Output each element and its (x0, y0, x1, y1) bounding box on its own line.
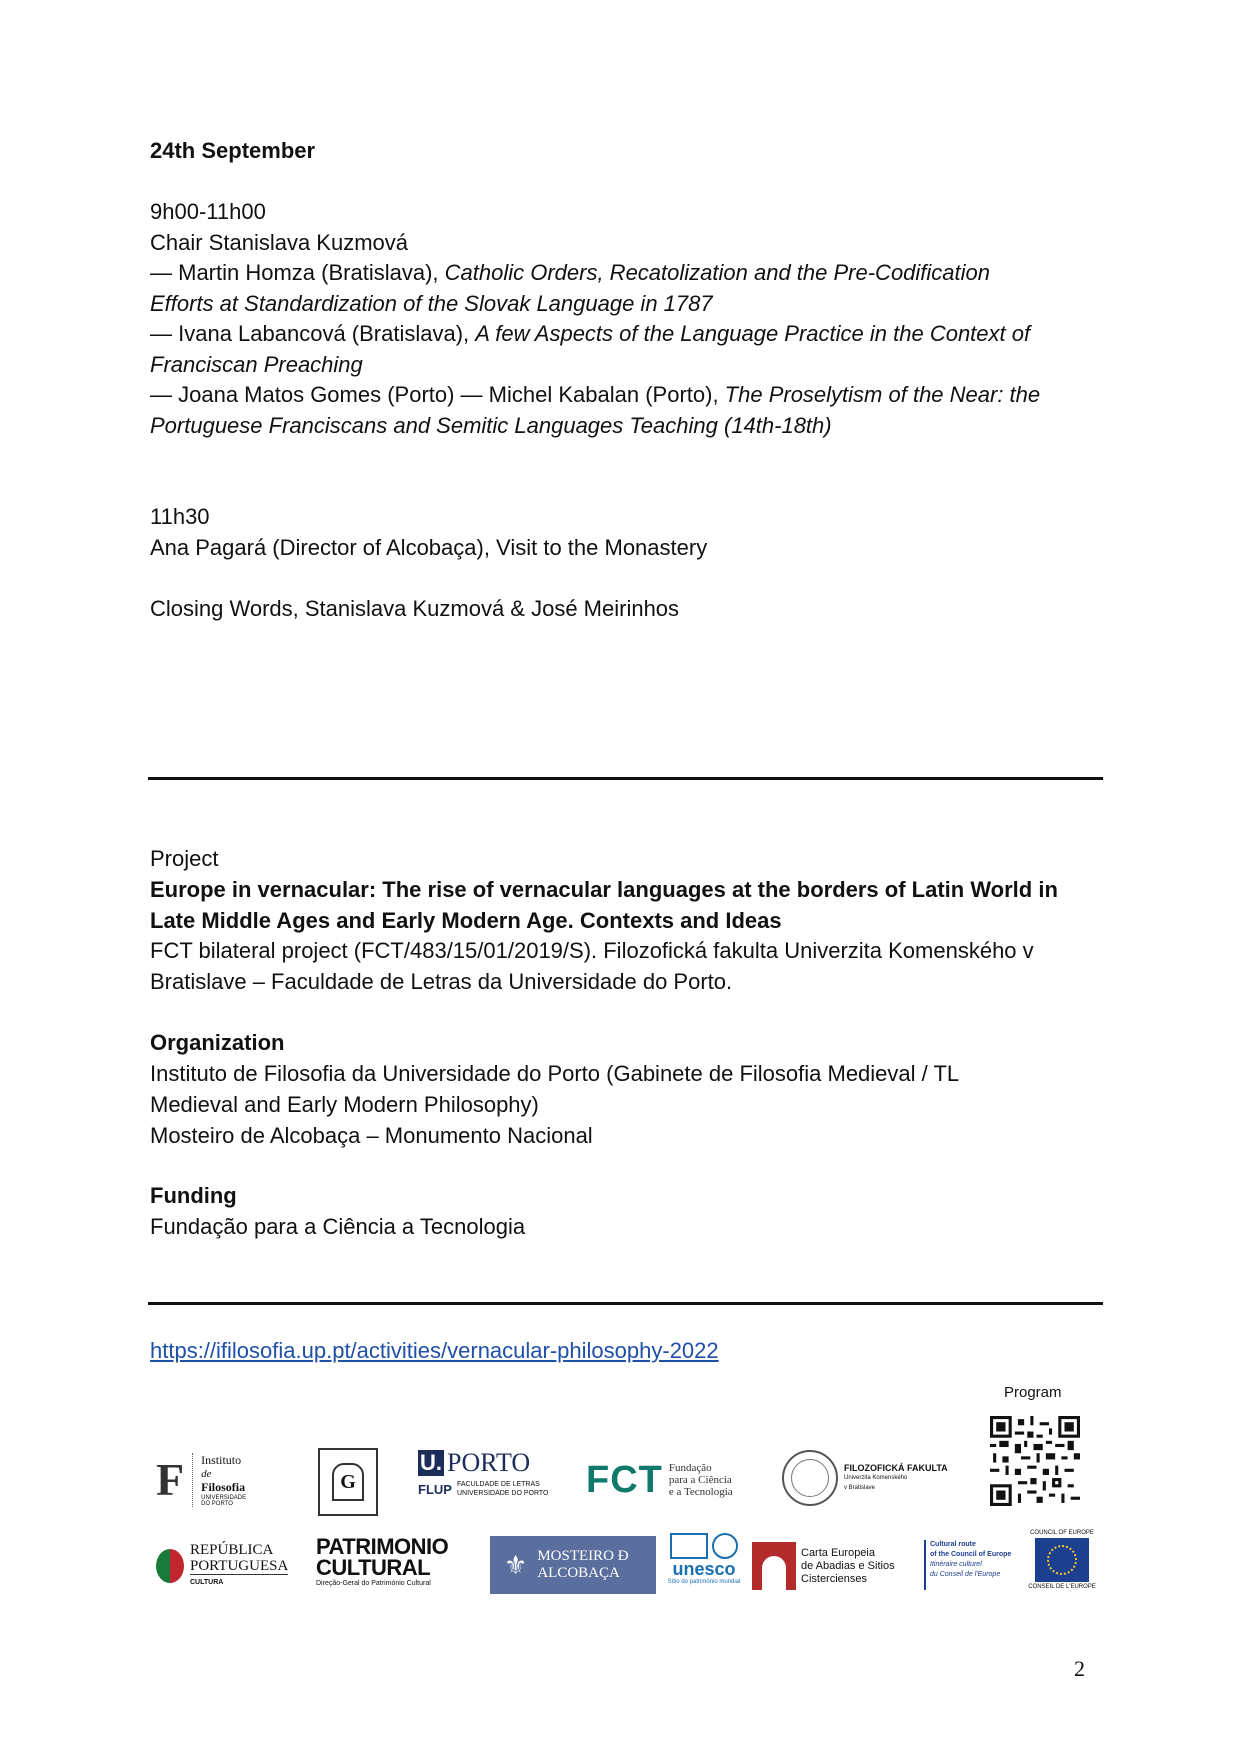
qr-code[interactable] (990, 1416, 1080, 1506)
carta-arch-icon (752, 1542, 796, 1590)
fleur-de-lis-icon: ⚜ (504, 1549, 528, 1580)
logo-filozoficka-fakulta (782, 1448, 967, 1508)
logo-text: MOSTEIRO Ð (537, 1548, 629, 1564)
logo-text: Filosofia (201, 1480, 246, 1494)
logo-text: Carta Europeia (801, 1546, 875, 1559)
visit-text: Ana Pagará (Director of Alcobaça), Visit to the Monastery (150, 535, 708, 560)
logo-text: unesco (672, 1559, 736, 1579)
talk-title: Catholic Orders, Recatolization and the Pre-Codification (444, 260, 991, 285)
logo-text: Univerzita Komenského (844, 1475, 908, 1481)
filozoficka-seal-icon (782, 1450, 838, 1506)
logo-republica-portuguesa (156, 1536, 306, 1596)
fct-abbr: FCT (586, 1458, 663, 1501)
logo-text: COUNCIL OF EUROPE (1030, 1530, 1094, 1536)
uporto-u: U. (420, 1450, 442, 1475)
logo-text: ALCOBAÇA (537, 1565, 620, 1581)
logo-text: Itinéraire culturel (930, 1561, 982, 1568)
talk-3 (150, 379, 1040, 441)
logo-text: FACULDADE DE LETRAS (456, 1481, 540, 1488)
logo-unesco (664, 1533, 744, 1595)
project-description-line: FCT bilateral project (FCT/483/15/01/2019/S). Filozofická fakulta Univerzita Komenského v (150, 938, 1034, 963)
logo-text: Cistercienses (801, 1572, 868, 1585)
logo-council-of-europe (1022, 1530, 1102, 1600)
logo-text: de (201, 1468, 212, 1480)
uporto-flup: FLUP (418, 1481, 452, 1497)
project-title (150, 874, 1058, 936)
project-description (150, 935, 1034, 997)
logo-text: REPÚBLICA (190, 1541, 274, 1558)
session-time: 9h00-11h00 (150, 199, 266, 224)
logo-text: v Bratislave (844, 1485, 876, 1491)
logo-cultural-route (924, 1540, 1022, 1590)
logo-mosteiro-alcobaca (490, 1536, 656, 1594)
unesco-temple-icon (670, 1533, 708, 1559)
talk-speaker: — Joana Matos Gomes (Porto) — Michel Kabalan (Porto), (150, 382, 725, 407)
logo-text: CULTURA (190, 1578, 224, 1586)
funding-heading: Funding (150, 1183, 237, 1208)
talk-speaker: — Ivana Labancová (Bratislava), (150, 321, 476, 346)
organization-heading: Organization (150, 1030, 285, 1055)
divider-top (148, 777, 1103, 780)
talk-title-cont: Portuguese Franciscans and Semitic Languages Teaching (14th-18th) (150, 413, 832, 438)
session-chair: Chair Stanislava Kuzmová (150, 230, 409, 255)
closing-words: Closing Words, Stanislava Kuzmová & José Meirinhos (150, 596, 680, 621)
day-heading: 24th September (150, 138, 316, 163)
logo-gabinete-filosofia-medieval (318, 1448, 378, 1516)
logo-text: DO PORTO (201, 1501, 233, 1507)
organization-line: Instituto de Filosofia da Universidade do Porto (Gabinete de Filosofia Medieval / TL (150, 1061, 960, 1086)
logo-text: Fundação (668, 1462, 712, 1474)
logo-text: du Conseil de l'Europe (930, 1571, 1001, 1578)
instituto-filosofia-letter: F (156, 1454, 185, 1505)
logo-text: of the Council of Europe (930, 1551, 1012, 1558)
project-description-line: Bratislave – Faculdade de Letras da Universidade do Porto. (150, 969, 733, 994)
logo-text: de Abadias e Sitios (801, 1559, 895, 1572)
logo-text: PATRIMONIO (316, 1534, 449, 1559)
logo-carta-europeia (752, 1538, 912, 1594)
project-label: Project (150, 846, 219, 871)
organization-line: Medieval and Early Modern Philosophy) (150, 1092, 539, 1117)
organization-line: Mosteiro de Alcobaça – Monumento Nacional (150, 1123, 593, 1148)
world-heritage-icon (712, 1533, 738, 1559)
program-label: Program (1004, 1384, 1062, 1401)
talk-title: A few Aspects of the Language Practice in the Context of (475, 321, 1031, 346)
talk-title: The Proselytism of the Near: the (724, 382, 1041, 407)
gabinete-letter: G (340, 1470, 356, 1493)
event-url-link[interactable]: https://ifilosofia.up.pt/activities/vernacular-philosophy-2022 (150, 1338, 719, 1363)
logo-text: para a Ciência (668, 1474, 732, 1486)
logo-text: Sítio do património mundial (667, 1579, 741, 1585)
funding-text: Fundação para a Ciência a Tecnologia (150, 1214, 526, 1239)
talk-1 (150, 257, 990, 319)
logo-text: Cultural route (930, 1541, 976, 1548)
logo-fct (586, 1455, 754, 1505)
logo-text: CONSEIL DE L'EUROPE (1028, 1584, 1096, 1590)
logo-instituto-filosofia (156, 1450, 276, 1510)
talk-title-cont: Franciscan Preaching (150, 352, 363, 377)
logo-patrimonio-cultural (316, 1536, 482, 1596)
logo-uporto-flup (418, 1450, 568, 1512)
coe-flag-icon (1035, 1538, 1089, 1582)
logo-text: UNIVERSIDADE (201, 1495, 247, 1501)
republica-emblem-icon (156, 1549, 184, 1583)
project-title-line: Late Middle Ages and Early Modern Age. Contexts and Ideas (150, 908, 782, 933)
logo-text: e a Tecnologia (668, 1486, 733, 1498)
organization-text (150, 1058, 959, 1151)
logo-text: Direção-Geral do Património Cultural (316, 1580, 431, 1587)
project-title-line: Europe in vernacular: The rise of vernacular languages at the borders of Latin World in (150, 877, 1058, 902)
talk-speaker: — Martin Homza (Bratislava), (150, 260, 445, 285)
divider-bottom (148, 1302, 1103, 1305)
talk-2 (150, 318, 1030, 380)
talk-title-cont: Efforts at Standardization of the Slovak Language in 1787 (150, 291, 713, 316)
uporto-porto: PORTO (447, 1448, 531, 1477)
logo-text: Instituto (201, 1453, 242, 1467)
logo-text: CULTURAL (316, 1555, 431, 1580)
logo-text: FILOZOFICKÁ FAKULTA (844, 1463, 948, 1473)
logo-text: UNIVERSIDADE DO PORTO (456, 1490, 549, 1497)
visit-time: 11h30 (150, 504, 210, 529)
logo-text: PORTUGUESA (190, 1557, 289, 1574)
page-number: 2 (1074, 1656, 1085, 1681)
